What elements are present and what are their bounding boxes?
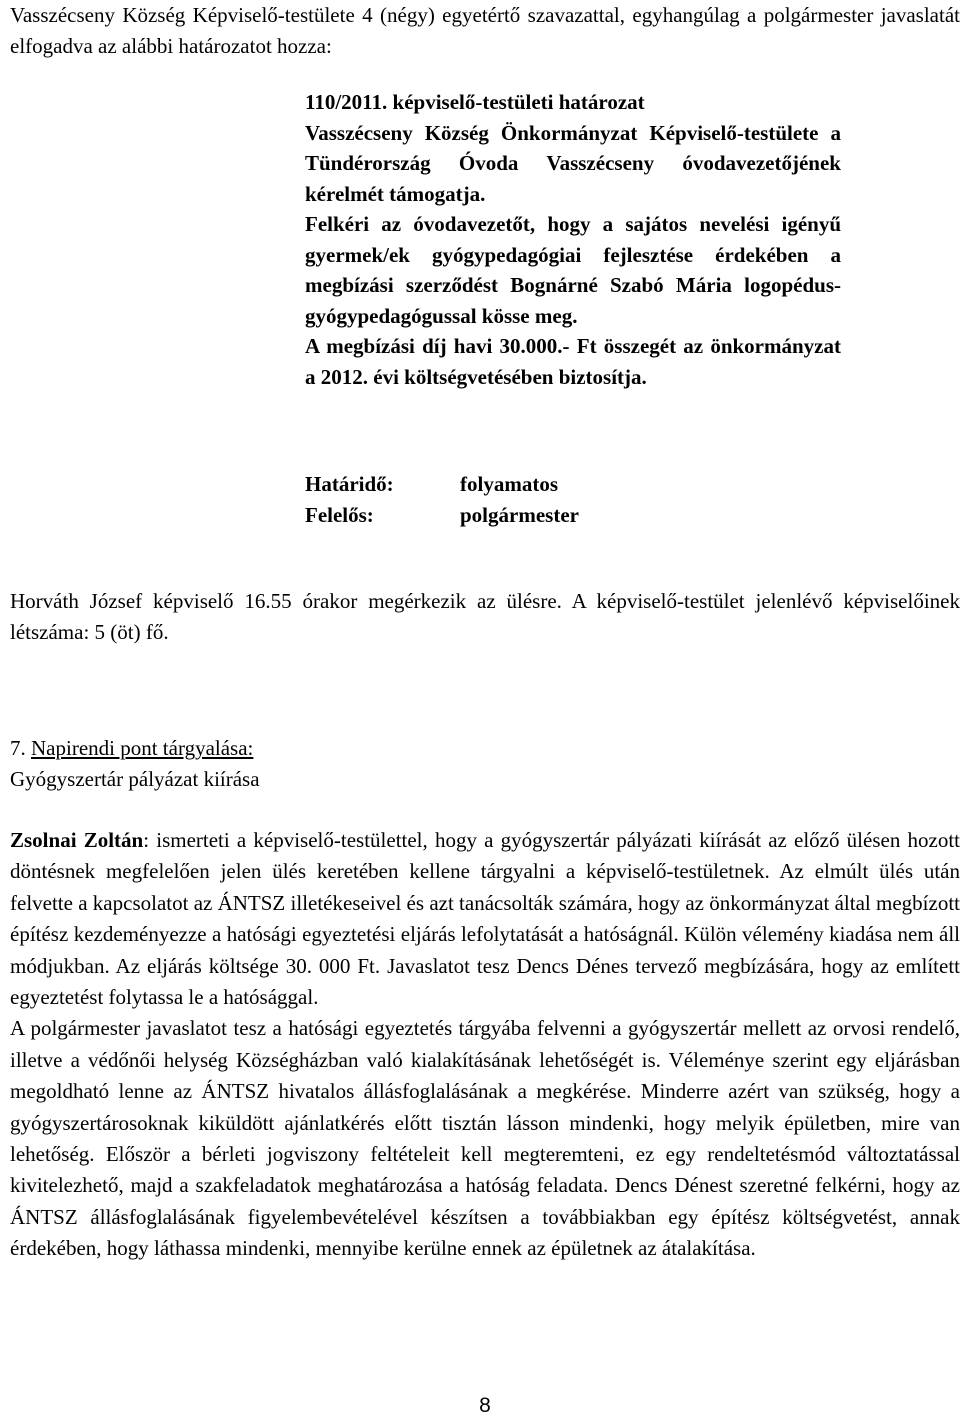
deadline-row (305, 469, 845, 500)
arrival-note: Horváth József képviselő 16.55 órakor megérkezik az ülésre. A képviselő-testület jelenlévő képviselőinek létszáma: 5 (öt) fő. (10, 589, 960, 644)
agenda-heading-line (10, 733, 610, 764)
agenda-heading: Napirendi pont tárgyalása: (31, 736, 254, 760)
agenda-item (10, 733, 610, 795)
resolution-body-3: A megbízási díj havi 30.000.- Ft összegét az önkormányzat a 2012. évi költségvetésében biztosítja. (305, 334, 841, 389)
responsible-row (305, 500, 845, 531)
discussion-paragraph-2: A polgármester javaslatot tesz a hatósági egyeztetés tárgyába felvenni a gyógyszertár mellett az orvosi rendelő, illetve a védőnői helység Községházban való kialakításának lehetőségét is. Véleménye szerint egy eljárásban megoldható lenne az ÁNTSZ hivatalos állásfoglalásának a megkérése. Minderre azért van szükség, hogy a gyógyszertárosoknak kiküldött ajánlatkérés előtt tisztán lásson mindenki, hogy melyik épületben, mire van lehetőség. Először a bérleti jogviszony feltételeit kell megteremteni, ez egy rendeltetésmód változtatással kivitelezhető, majd a szakfeladatok meghatározása a hatóság feladata. Dencs Dénest szeretné felkérni, hogy az ÁNTSZ állásfoglalásának figyelembevételével készítsen a továbbiakban egy építész költségvetést, annak érdekében, hogy láthassa mindenki, mennyibe kerülne ennek az épületnek az átalakítása. (10, 1016, 960, 1261)
resolution-block (305, 87, 841, 392)
intro-paragraph: Vasszécseny Község Képviselő-testülete 4 (négy) egyetértő szavazattal, egyhangúlag a polgármester javaslatát elfogadva az alábbi határozatot hozza: (10, 3, 960, 58)
agenda-title: Gyógyszertár pályázat kiírása (10, 767, 260, 791)
discussion-block (10, 825, 960, 1265)
deadline-block (305, 469, 845, 531)
speaker-name: Zsolnai Zoltán (10, 828, 144, 852)
resolution-number: 110/2011. képviselő-testületi határozat (305, 90, 645, 114)
page-number: 8 (479, 1394, 491, 1417)
deadline-label: Határidő: (305, 472, 394, 496)
discussion-text-1: : ismerteti a képviselő-testülettel, hogy a gyógyszertár pályázati kiírását az előző ülésen hozott döntésnek megfelelően jelen ülés keretében kellene tárgyalni a képviselő-testületnek. Az elmúlt ülés után felvette a kapcsolatot az ÁNTSZ illetékeseivel és azt tanácsolták számára, hogy az önkormányzat által megbízott építész kezdeményezze a hatósági egyeztetési eljárás lefolytatását a hatóságnál. Külön vélemény kiadása nem áll módjukban. Az eljárás költsége 30. 000 Ft. Javaslatot tesz Dencs Dénes tervező megbízására, hogy az említett egyeztetést folytassa le a hatósággal. (10, 828, 960, 1010)
discussion-paragraph-1 (10, 825, 960, 1013)
resolution-body-1: Vasszécseny Község Önkormányzat Képviselő-testülete a Tündérország Óvoda Vasszécseny óvodavezetőjének kérelmét támogatja. (305, 120, 841, 206)
responsible-label: Felelős: (305, 503, 374, 527)
responsible-value: polgármester (460, 503, 579, 527)
resolution-body-2: Felkéri az óvodavezetőt, hogy a sajátos nevelési igényű gyermek/ek gyógypedagógiai fejlesztése érdekében a megbízási szerződést Bognárné Szabó Mária logopédus-gyógypedagógussal kösse meg. (305, 212, 841, 328)
agenda-number: 7. (10, 736, 26, 760)
deadline-value: folyamatos (460, 472, 558, 496)
